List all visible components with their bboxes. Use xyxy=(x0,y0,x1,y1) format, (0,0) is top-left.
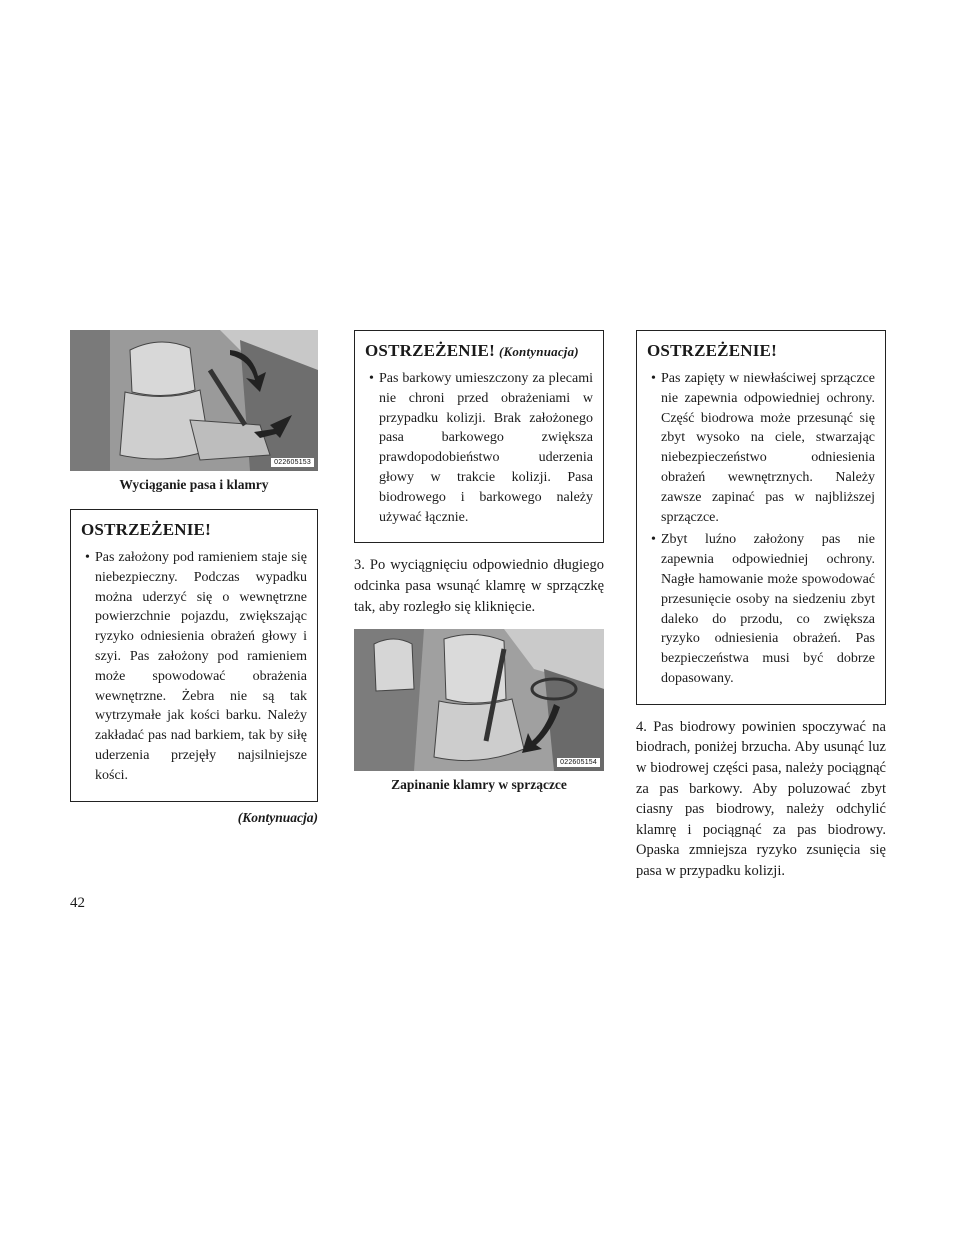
figure-caption: Wyciąganie pasa i klamry xyxy=(119,477,269,492)
page-number: 42 xyxy=(70,895,85,911)
car-seat-buckle-image xyxy=(354,629,604,771)
column-middle xyxy=(354,330,604,809)
warning-box-continued xyxy=(354,330,604,543)
step-4-paragraph: 4. Pas biodrowy powinien spoczywać na biodrach, poniżej brzucha. Aby usunąć luz w biodrowej części pasa, należy pociągnąć za pas barkowy. Aby poluzować zbyt ciasny pas biodrowy, należy odchylić klamrę i pociągnąć za pas biodrowy. Opaska zmniejsza ryzyko zsunięcia się pasa w przypadku kolizji. xyxy=(636,718,886,879)
warning-title-text: OSTRZEŻENIE! xyxy=(365,341,495,360)
continuation-label: (Kontynuacja) xyxy=(498,344,579,359)
continued-label: (Kontynuacja) xyxy=(237,809,318,825)
figure-code: 022605153 xyxy=(271,458,314,467)
warning-bullet: • Pas barkowy umieszczony za plecami nie chroni przed obrażeniami w przypadku kolizji. Brak założonego pasa barkowego zwiększa prawdopodobieństwo uderzenia głowy w trakcie kolizji. Pasa biodrowego i barkowego należy używać łącznie. xyxy=(365,369,593,527)
warning-bullet: • Pas zapięty w niewłaściwej sprzączce nie zapewnia odpowiedniej ochrony. Część biodrowa może przesunąć się zbyt wysoko na ciele, stwarzając niebezpieczeństwo odniesienia obrażeń wewnętrznych. Należy zawsze zapinać pas w najbliższej sprzączce. xyxy=(647,369,875,527)
warning-title: OSTRZEŻENIE! xyxy=(81,520,211,539)
warning-box xyxy=(70,509,318,802)
seat-belt-pull-illustration xyxy=(70,330,318,471)
warning-title: OSTRZEŻENIE! xyxy=(647,341,777,360)
warning-bullet: • Pas założony pod ramieniem staje się niebezpieczny. Podczas wypadku można uderzyć się o wewnętrzne powierzchnie pojazdu, zwiększając ryzyko odniesienia obrażeń głowy i szyi. Pas założony pod ramieniem może spowodować obrażenia wewnętrzne. Żebra nie są tak wytrzymałe jak kości barku. Należy zakładać pas nad barkiem, tak by siłę uderzenia przejęły najsilniejsze kości. xyxy=(81,548,307,786)
figure-caption: Zapinanie klamry w sprzączce xyxy=(391,777,567,793)
car-seat-image xyxy=(70,330,318,471)
warning-bullet: • Zbyt luźno założony pas nie zapewnia odpowiedniej ochrony. Nagłe hamowanie może spowodować przesunięcie osoby na siedzeniu zbyt daleko do przodu, co zwiększa ryzyko odniesienia obrażeń. Pas bezpieczeństwa musi być dobrze dopasowany. xyxy=(647,530,875,688)
step-3-paragraph: 3. Po wyciągnięciu odpowiednio długiego odcinka pasa wsunąć klamrę w sprzączkę tak, aby rozległo się kliknięcie. xyxy=(354,557,604,615)
figure-code: 022605154 xyxy=(557,758,600,767)
buckle-latch-illustration xyxy=(354,629,604,771)
column-left xyxy=(70,330,318,826)
warning-title xyxy=(365,341,593,361)
column-right xyxy=(636,330,886,882)
warning-box xyxy=(636,330,886,705)
